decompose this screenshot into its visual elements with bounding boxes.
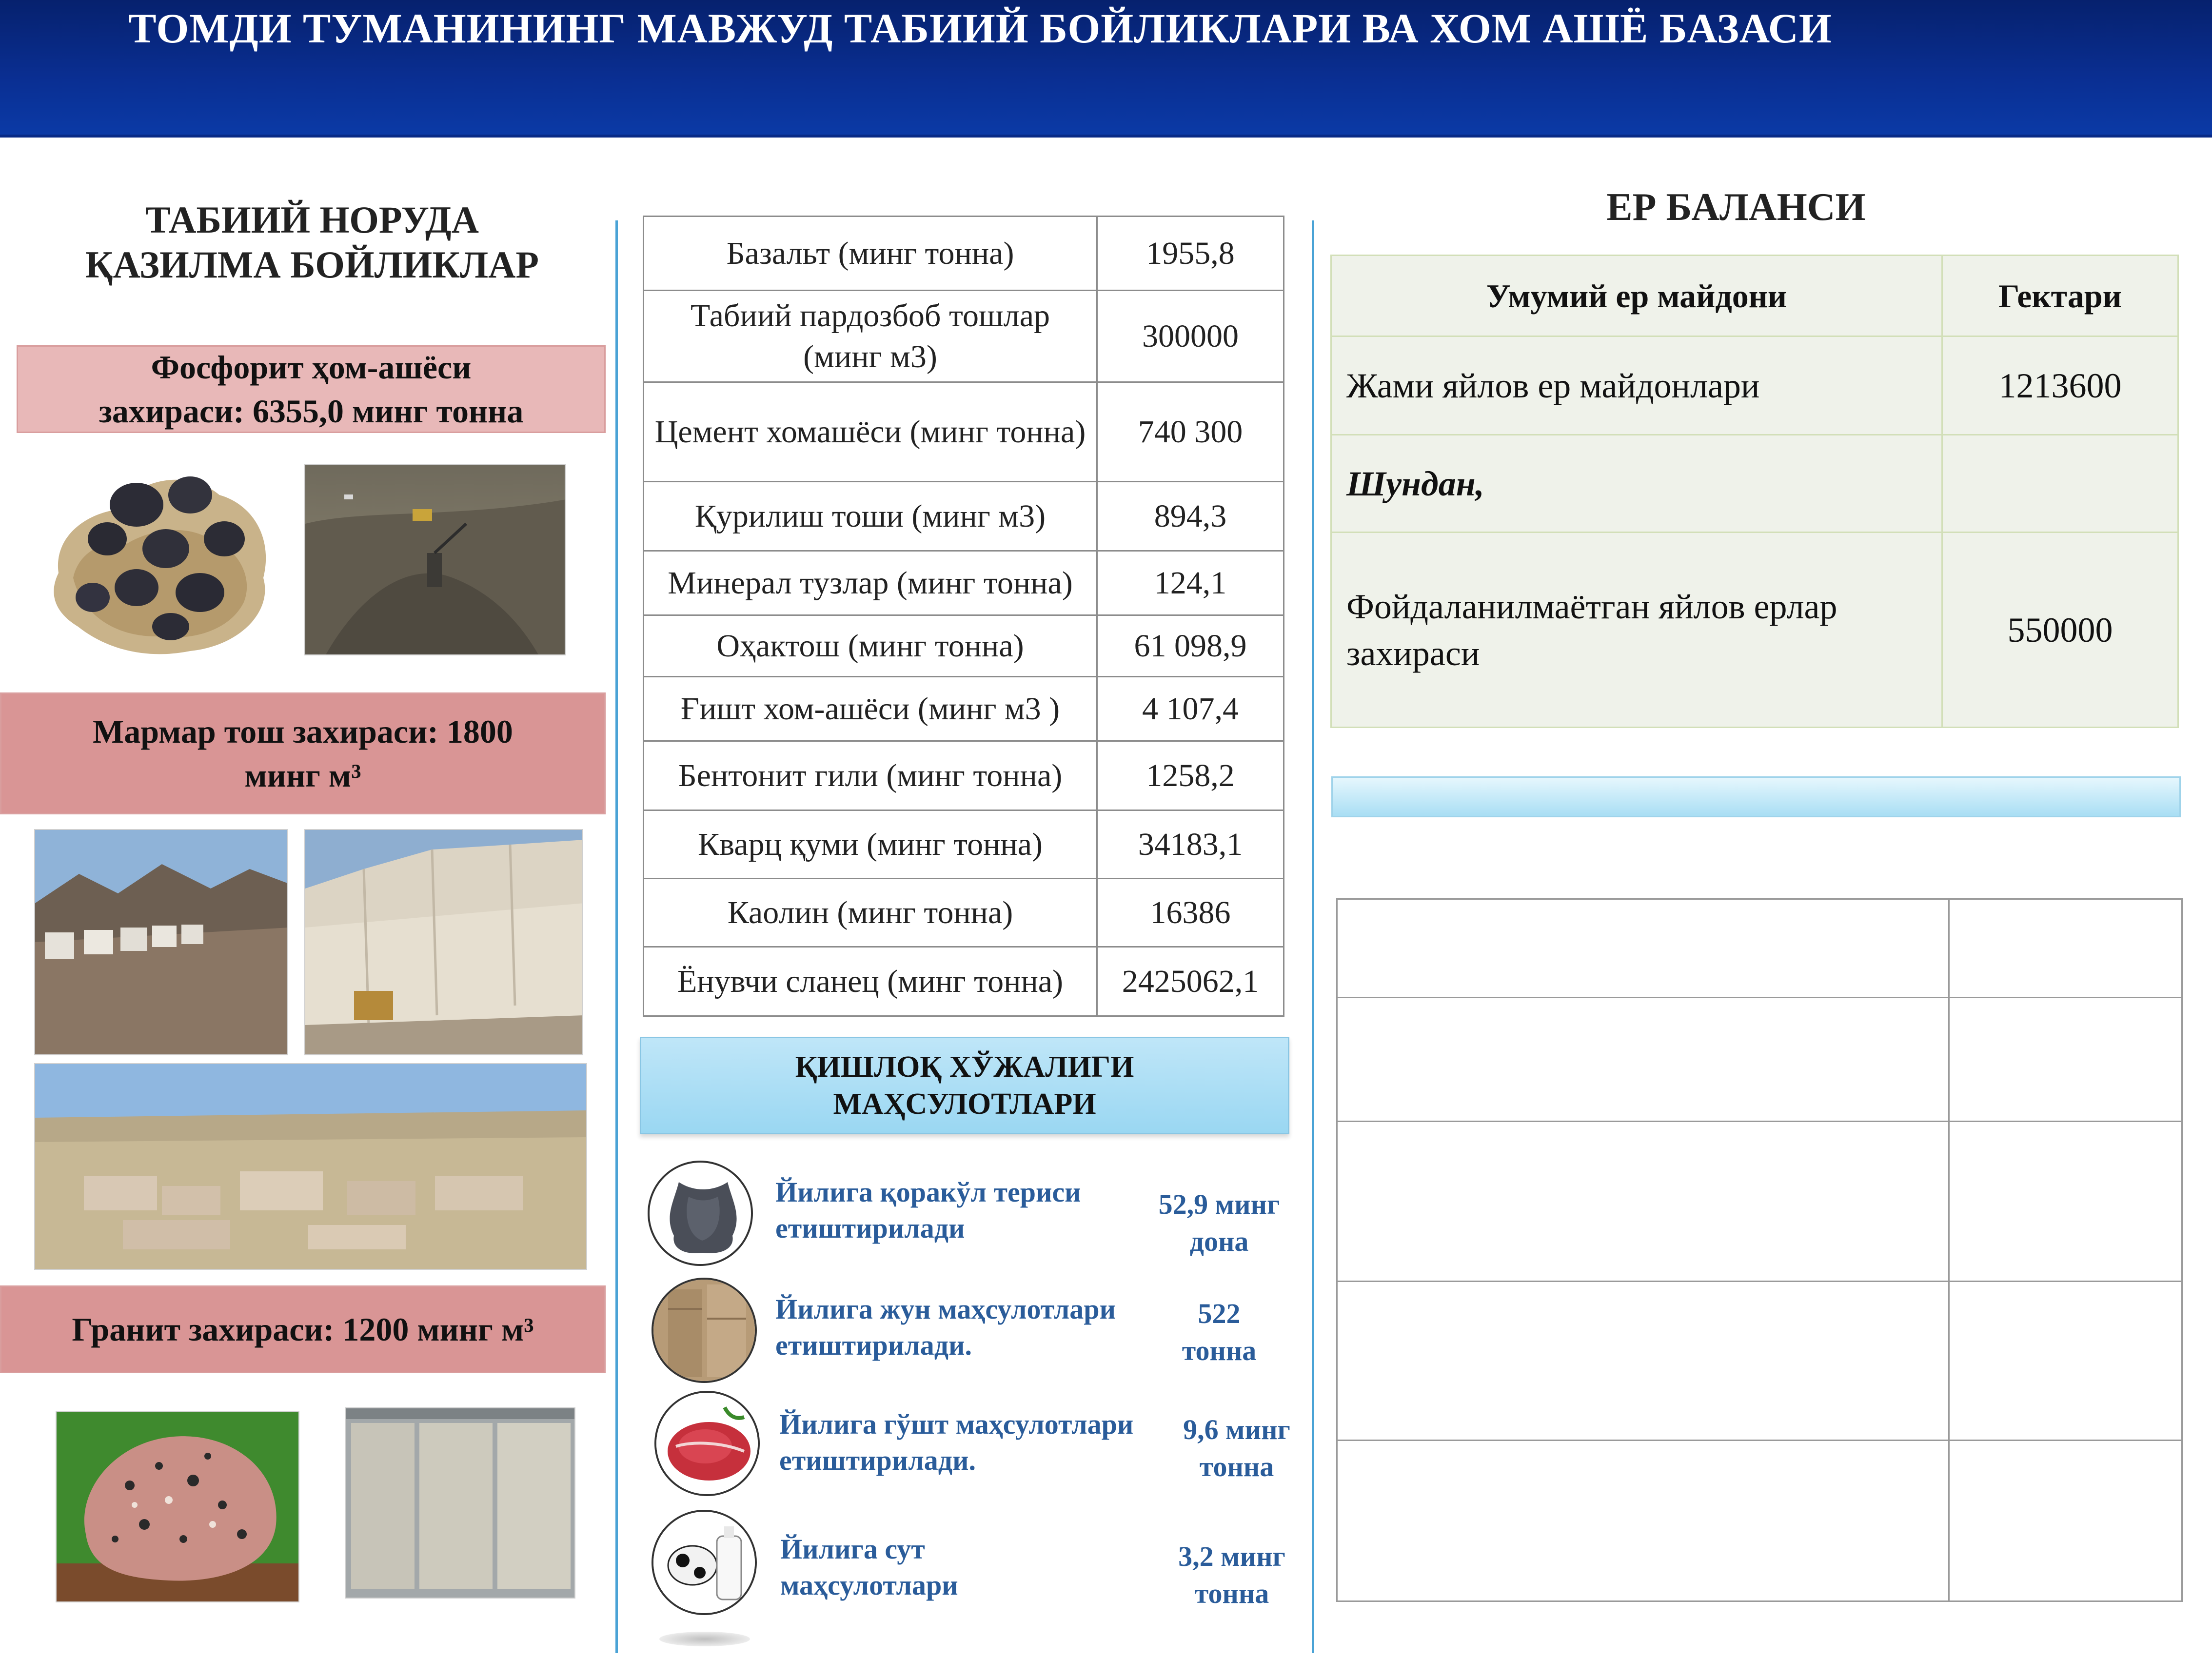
land-balance-title: ЕР БАЛАНСИ [1606, 186, 1866, 229]
resource-name: Кварц қуми (минг тонна) [644, 810, 1097, 879]
land-row3-line1: Фойдаланилмаётган яйлов ерлар [1346, 587, 1837, 626]
phosphorite-line1: Фосфорит ҳом-ашёси [151, 349, 472, 386]
granite-rock-image [56, 1411, 299, 1602]
karakul-skin-icon [648, 1161, 753, 1266]
agri-item-4-val1: 3,2 минг [1178, 1540, 1285, 1572]
land-row2-value [1942, 435, 2178, 533]
resource-value: 1955,8 [1097, 217, 1284, 291]
agri-item-4-val2: тонна [1194, 1578, 1269, 1609]
resource-row [644, 217, 1284, 291]
phosphorite-label [17, 345, 606, 433]
empty-cell [1949, 1441, 2182, 1601]
marble-label [0, 692, 606, 814]
agri-item-4-value [1154, 1538, 1310, 1612]
land-row2-label: Шундан, [1331, 435, 1942, 533]
empty-table-row [1337, 1441, 2182, 1601]
resources-table [643, 216, 1284, 1017]
resource-value: 34183,1 [1097, 810, 1284, 879]
resource-row [644, 741, 1284, 810]
agri-item-2-line1: Йилига жун маҳсулотлари [775, 1293, 1116, 1325]
agri-item-3-value [1159, 1411, 1315, 1485]
land-row-of-which [1331, 435, 2178, 533]
resource-name: Оҳактош (минг тонна) [644, 615, 1097, 677]
empty-cell [1949, 1122, 2182, 1282]
agri-item-2-text [775, 1291, 1116, 1363]
agri-section-title [640, 1037, 1289, 1134]
phosphorite-rock-image [44, 456, 278, 661]
header-banner [0, 0, 2212, 138]
agri-item-2-val2: тонна [1182, 1335, 1257, 1366]
phosphorite-mine-image [304, 464, 566, 655]
resource-value: 894,3 [1097, 482, 1284, 551]
agri-item-3-text [779, 1406, 1133, 1479]
granite-tiles-image [345, 1407, 575, 1599]
resource-value: 61 098,9 [1097, 615, 1284, 677]
land-balance-table [1330, 255, 2179, 728]
agri-item-3-line1: Йилига гўшт маҳсулотлари [779, 1408, 1134, 1440]
agri-title-line2: МАҲСУЛОТЛАРИ [833, 1087, 1096, 1121]
resource-value: 2425062,1 [1097, 947, 1284, 1016]
agri-item-2-value [1136, 1295, 1302, 1369]
agri-item-1-value [1136, 1186, 1302, 1260]
land-row1-value: 1213600 [1942, 336, 2178, 435]
resource-name: Цемент хомашёси (минг тонна) [644, 382, 1097, 482]
resource-value: 124,1 [1097, 551, 1284, 615]
resource-row [644, 291, 1284, 382]
resource-row [644, 482, 1284, 551]
empty-table-row [1337, 1122, 2182, 1282]
land-divider-bar [1331, 776, 2181, 817]
granite-text: Гранит захираси: 1200 минг м³ [72, 1311, 534, 1348]
resource-value: 740 300 [1097, 382, 1284, 482]
empty-cell [1949, 899, 2182, 998]
left-title-line1: ТАБИИЙ НОРУДА [145, 198, 479, 241]
milk-icon [652, 1510, 757, 1615]
granite-label [0, 1285, 606, 1373]
resource-value: 4 107,4 [1097, 677, 1284, 741]
page-title: ТОМДИ ТУМАНИНИНГ МАВЖУД ТАБИИЙ БОЙЛИКЛАРИ ВА ХОМ АШЁ БАЗАСИ [128, 5, 1832, 52]
land-row3-line2: захираси [1346, 633, 1480, 673]
empty-table-row [1337, 998, 2182, 1122]
land-row3-label [1331, 533, 1942, 728]
resource-value: 1258,2 [1097, 741, 1284, 810]
agri-item-2-val1: 522 [1198, 1298, 1241, 1329]
empty-table [1336, 898, 2183, 1602]
phosphorite-line2: захираси: 6355,0 минг тонна [99, 393, 524, 430]
resource-value: 300000 [1097, 291, 1284, 382]
empty-cell [1337, 1122, 1949, 1282]
empty-table-row [1337, 1282, 2182, 1441]
empty-cell [1337, 998, 1949, 1122]
resource-row [644, 615, 1284, 677]
resource-name: Каолин (минг тонна) [644, 879, 1097, 947]
agri-item-4-line2: маҳсулотлари [780, 1569, 958, 1601]
meat-icon [654, 1391, 760, 1496]
empty-cell [1949, 1282, 2182, 1441]
marble-blocks-image [34, 829, 288, 1055]
agri-item-1-line1: Йилига қоракўл териси [775, 1176, 1081, 1208]
resource-name: Базальт (минг тонна) [644, 217, 1097, 291]
land-header-col1: Умумий ер майдони [1331, 256, 1942, 336]
agri-item-1-val1: 52,9 минг [1158, 1188, 1280, 1220]
empty-cell [1949, 998, 2182, 1122]
marble-line2: минг м³ [244, 757, 361, 794]
resource-name: Табиий пардозбоб тошлар (минг м3) [644, 291, 1097, 382]
resource-name: Ёнувчи сланец (минг тонна) [644, 947, 1097, 1016]
marble-quarry-image [304, 829, 583, 1055]
agri-item-1-val2: дона [1189, 1225, 1249, 1257]
resource-row [644, 879, 1284, 947]
land-row-unused [1331, 533, 2178, 728]
empty-cell [1337, 1282, 1949, 1441]
resource-value: 16386 [1097, 879, 1284, 947]
agri-title-line1: ҚИШЛОҚ ХЎЖАЛИГИ [795, 1050, 1134, 1084]
agri-item-3-line2: етиштирилади. [779, 1444, 976, 1476]
empty-table-row [1337, 899, 2182, 998]
resource-row [644, 810, 1284, 879]
agri-item-1-text [775, 1174, 1081, 1246]
resource-name: Бентонит гили (минг тонна) [644, 741, 1097, 810]
marble-field-image [34, 1063, 587, 1270]
resource-name: Ғишт хом-ашёси (минг м3 ) [644, 677, 1097, 741]
left-title-line2: ҚАЗИЛМА БОЙЛИКЛАР [85, 243, 539, 286]
land-header-row [1331, 256, 2178, 336]
milk-icon-shadow [659, 1632, 750, 1646]
marble-line1: Мармар тош захираси: 1800 [93, 713, 513, 750]
land-row3-value: 550000 [1942, 533, 2178, 728]
resource-name: Минерал тузлар (минг тонна) [644, 551, 1097, 615]
resource-name: Қурилиш тоши (минг м3) [644, 482, 1097, 551]
resource-row [644, 677, 1284, 741]
agri-item-4-text [780, 1531, 958, 1603]
left-section-title [29, 198, 595, 287]
agri-item-3-val2: тонна [1199, 1451, 1274, 1482]
wool-icon [652, 1278, 757, 1383]
divider-left [615, 220, 618, 1653]
land-row1-label: Жами яйлов ер майдонлари [1331, 336, 1942, 435]
empty-cell [1337, 1441, 1949, 1601]
agri-item-2-line2: етиштирилади. [775, 1329, 972, 1361]
resource-row [644, 551, 1284, 615]
resource-row [644, 947, 1284, 1016]
empty-cell [1337, 899, 1949, 998]
land-row-total [1331, 336, 2178, 435]
agri-item-1-line2: етиштирилади [775, 1212, 965, 1244]
agri-item-4-line1: Йилига сут [780, 1533, 925, 1565]
agri-item-3-val1: 9,6 минг [1183, 1414, 1290, 1445]
land-header-col2: Гектари [1942, 256, 2178, 336]
resource-row [644, 382, 1284, 482]
